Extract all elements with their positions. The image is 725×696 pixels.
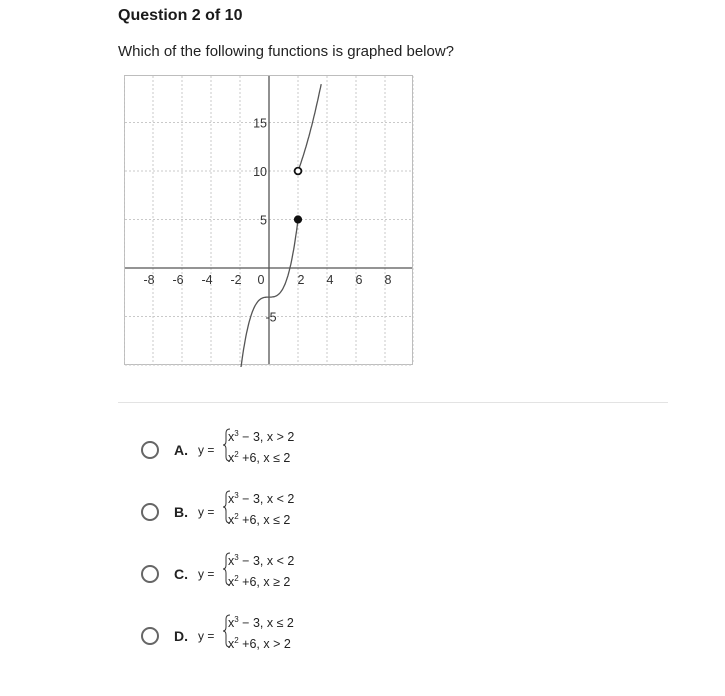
option-c-radio[interactable] — [141, 565, 159, 583]
y-tick-label: 5 — [260, 213, 267, 228]
option-d[interactable] — [140, 614, 440, 658]
open-point — [295, 168, 302, 175]
option-a-y-label: y = — [198, 443, 215, 457]
function-graph — [124, 75, 414, 367]
option-d-line-1: $x^3 - 3$, x ≤ 2 — [228, 615, 294, 630]
x-tick-label: -2 — [230, 273, 242, 287]
x-tick-label: 6 — [355, 273, 363, 287]
x-tick-label: 0 — [257, 273, 265, 287]
y-tick-label: -5 — [265, 310, 277, 325]
option-b-line-2: $x^2 +6$, x ≤ 2 — [228, 512, 291, 527]
option-c-letter: C. — [174, 566, 188, 582]
x-tick-label: -8 — [143, 273, 155, 287]
option-c-y-label: y = — [198, 567, 215, 581]
closed-point — [294, 216, 301, 223]
question-title: Question 2 of 10 — [118, 7, 243, 24]
option-b-line-1: $x^3 - 3$, x < 2 — [228, 491, 295, 506]
option-d-line-2: $x^2 +6$, x > 2 — [228, 636, 291, 651]
option-d-letter: D. — [174, 628, 188, 644]
y-tick-label: 15 — [253, 116, 267, 131]
option-b-letter: B. — [174, 504, 188, 520]
option-a-line-2: $x^2 +6$, x ≤ 2 — [228, 450, 291, 465]
divider — [118, 402, 668, 403]
option-a-letter: A. — [174, 442, 188, 458]
x-tick-label: 4 — [326, 273, 334, 287]
x-tick-label: -6 — [172, 273, 184, 287]
option-c-line-2: $x^2 +6$, x ≥ 2 — [228, 574, 291, 589]
x-tick-label: 2 — [297, 273, 305, 287]
option-a[interactable] — [140, 428, 440, 472]
option-a-line-1: $x^3 - 3$, x > 2 — [228, 429, 295, 444]
option-b[interactable] — [140, 490, 440, 534]
option-c[interactable] — [140, 552, 440, 596]
option-d-radio[interactable] — [141, 627, 159, 645]
option-b-y-label: y = — [198, 505, 215, 519]
option-d-y-label: y = — [198, 629, 215, 643]
y-tick-label: 10 — [253, 165, 267, 179]
question-prompt: Which of the following functions is graphed below? — [118, 43, 455, 60]
option-c-line-1: $x^3 - 3$, x < 2 — [228, 553, 295, 568]
option-a-radio[interactable] — [141, 441, 159, 459]
option-b-radio[interactable] — [141, 503, 159, 521]
x-tick-label: 8 — [384, 273, 392, 287]
x-tick-label: -4 — [201, 273, 213, 287]
